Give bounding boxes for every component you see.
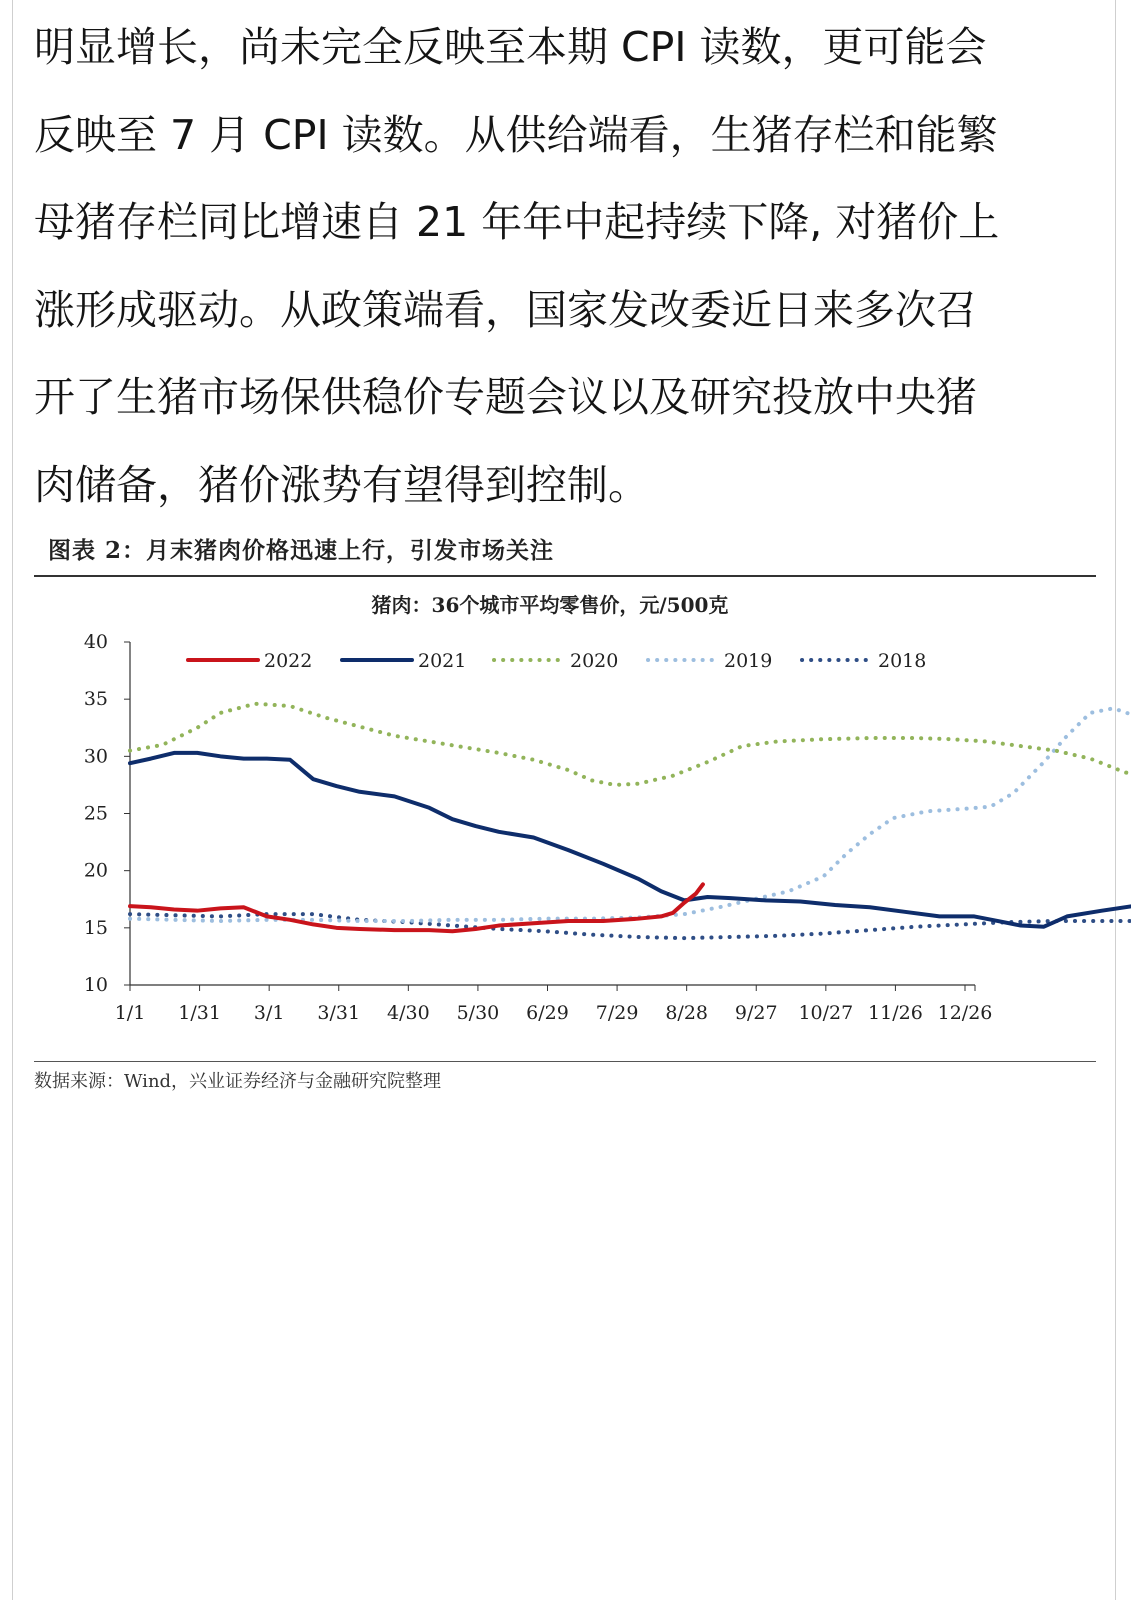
series-line-2022 [130, 884, 703, 931]
paragraph-line: 涨形成驱动。从政策端看，国家发改委近日来多次召 [34, 285, 977, 334]
figure-bottom-rule [34, 1061, 1096, 1062]
y-tick-label: 25 [83, 802, 108, 825]
x-tick-label: 1/1 [114, 1002, 146, 1024]
y-tick-label: 40 [83, 631, 108, 653]
paragraph-line: 母猪存栏同比增速自 21 年年中起持续下降, 对猪价上 [34, 198, 1000, 246]
chart-series-layer [130, 704, 1131, 938]
paragraph-line: 反映至 7 月 CPI 读数。从供给端看，生猪存栏和能繁 [34, 110, 998, 159]
series-line-2020 [130, 704, 1131, 789]
legend-label-2021: 2021 [418, 650, 467, 672]
legend-label-2018: 2018 [878, 650, 927, 672]
series-line-2019 [130, 708, 1131, 921]
paragraph-line: 明显增长，尚未完全反映至本期 CPI 读数，更可能会 [34, 23, 987, 71]
x-tick-label: 12/26 [937, 1002, 993, 1024]
x-tick-label: 9/27 [734, 1002, 778, 1024]
paragraph-line: 肉储备，猪价涨势有望得到控制。 [34, 460, 649, 509]
x-tick-label: 8/28 [665, 1002, 709, 1024]
chart-axes [84, 631, 993, 1024]
legend-label-2020: 2020 [570, 650, 619, 672]
chart-title: 猪肉：36个城市平均零售价，元/500克 [371, 593, 729, 617]
x-tick-label: 6/29 [526, 1002, 569, 1024]
x-tick-label: 3/1 [253, 1002, 285, 1024]
x-tick-label: 3/31 [317, 1002, 361, 1024]
pork-price-chart [0, 590, 1131, 1055]
source-note: 数据来源：Wind，兴业证券经济与金融研究院整理 [34, 1071, 442, 1092]
y-tick-label: 35 [83, 688, 108, 711]
x-tick-label: 1/31 [178, 1002, 221, 1024]
chart-legend [188, 650, 926, 672]
figure-top-rule [34, 575, 1096, 577]
legend-label-2022: 2022 [264, 650, 313, 672]
x-tick-label: 7/29 [595, 1002, 639, 1024]
figure-title: 图表 2：月末猪肉价格迅速上行，引发市场关注 [48, 537, 555, 564]
body-paragraph [34, 4, 1094, 529]
x-tick-label: 4/30 [386, 1002, 430, 1024]
x-tick-label: 5/30 [456, 1002, 500, 1024]
paragraph-line: 开了生猪市场保供稳价专题会议以及研究投放中央猪 [34, 373, 977, 421]
legend-label-2019: 2019 [724, 650, 773, 672]
y-tick-label: 15 [83, 916, 108, 939]
y-tick-label: 20 [83, 859, 108, 882]
series-line-2021 [130, 753, 1131, 927]
y-tick-label: 30 [83, 745, 108, 768]
x-tick-label: 11/26 [868, 1002, 923, 1024]
x-tick-label: 10/27 [798, 1002, 854, 1024]
y-tick-label: 10 [83, 974, 108, 996]
